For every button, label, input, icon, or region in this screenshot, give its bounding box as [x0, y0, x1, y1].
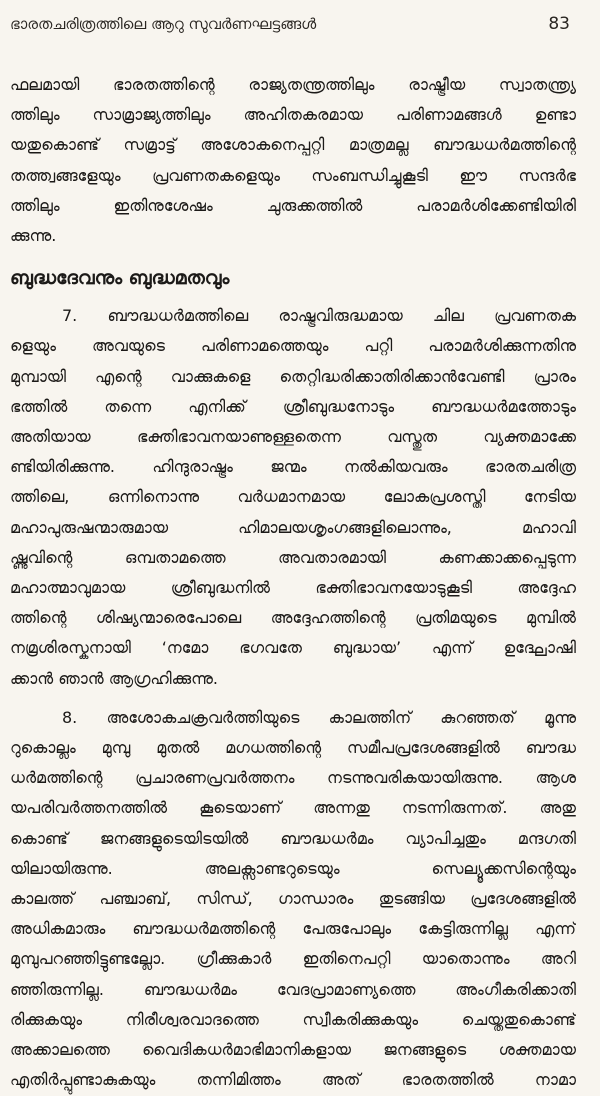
text-line: യപരിവർത്തനത്തിൽ കൂടെയാണ് അന്നതു നടന്നിരുന്നത്. അതു: [10, 798, 576, 818]
text-line: യതുകൊണ്ട് സമ്രാട്ട് അശോകനെപ്പറ്റി മാത്രമല്ല ബൗദ്ധധർമത്തിന്റെ: [10, 135, 576, 155]
text-line: 8. അശോകചക്രവർത്തിയുടെ കാലത്തിന് കുറഞ്ഞത് മൂന്നു: [62, 707, 576, 727]
text-line: ത്തിന്റെ ശിഷ്യന്മാരെപോലെ അദ്ദേഹത്തിന്റെ പ്രതിമയുടെ മുമ്പിൽ: [10, 608, 576, 628]
text-line: മുമ്പായി എന്റെ വാക്കുകളെ തെറ്റിദ്ധരിക്കാതിരിക്കാൻവേണ്ടി പ്രാരം: [10, 366, 576, 386]
text-line: രിക്കുകയും നിരീശ്വരവാദത്തെ സ്വീകരിക്കുകയും ചെയ്തതുകൊണ്ട്: [10, 1009, 576, 1029]
text-line: ത്തിലെ, ഒന്നിനൊന്നു വർധമാനമായ ലോകപ്രശസ്തി നേടിയ: [10, 487, 576, 507]
text-line: നമ്രശിരസ്കനായി ‘നമോ ഭഗവതേ ബുദ്ധായ’ എന്ന് ഉദ്ഘോഷി: [10, 638, 576, 658]
running-title: ഭാരതചരിത്രത്തിലെ ആറു സുവർണഘട്ടങ്ങൾ: [10, 15, 317, 33]
text-line: ത്തിലും ഇതിനുശേഷം ചുരുക്കത്തിൽ പരാമർശിക്കേണ്ടിയിരി: [10, 195, 576, 215]
text-line: റുകൊല്ലം മുമ്പു മുതൽ മഗധത്തിന്റെ സമീപപ്രദേശങ്ങളിൽ ബൗദ്ധ: [10, 738, 576, 758]
text-line: ഭത്തിൽ തന്നെ എനിക്ക് ശ്രീബുദ്ധനോടും ബൗദ്ധധർമത്തോടും: [10, 396, 576, 416]
text-line: മഹാത്മാവുമായ ശ്രീബുദ്ധനിൽ ഭക്തിഭാവനയോടുകൂടി അദ്ദേഹ: [10, 578, 576, 598]
text-line: അക്കാലത്തെ വൈദികധർമാഭിമാനികളായ ജനങ്ങളുടെ ശക്തമായ: [10, 1040, 576, 1060]
text-line: ധർമത്തിന്റെ പ്രചാരണപ്രവർത്തനം നടന്നുവരികയായിരുന്നു. ആശ: [10, 768, 576, 788]
page-number: 83: [548, 14, 570, 34]
text-line: കൊണ്ട് ജനങ്ങളുടെയിടയിൽ ബൗദ്ധധർമം വ്യാപിച്ചതും മന്ദഗതി: [10, 828, 576, 848]
running-header: [10, 14, 576, 46]
text-line: ഫലമായി ഭാരതത്തിന്റെ രാജ്യതന്ത്രത്തിലും രാഷ്ട്രീയ സ്വാതന്ത്ര്യ: [10, 75, 576, 94]
text-line: ഞ്ഞിരുന്നില്ല. ബൗദ്ധധർമം വേദപ്രാമാണ്യത്തെ അംഗീകരിക്കാതി: [10, 979, 576, 999]
text-line: മുമ്പുപറഞ്ഞിട്ടുണ്ടല്ലോ. ഗ്രീക്കുകാർ ഇതിനെപറ്റി യാതൊന്നും അറി: [10, 949, 576, 969]
text-line: അധികമാരും ബൗദ്ധധർമത്തിന്റെ പേരുപോലും കേട്ടിരുന്നില്ല എന്ന്: [10, 919, 576, 939]
text-line: തത്ത്വങ്ങളേയും പ്രവണതകളെയും സംബന്ധിച്ചുകൂടി ഈ സന്ദർഭ: [10, 165, 576, 185]
paragraph-continuation: [10, 70, 576, 251]
text-line: ക്കാൻ ഞാൻ ആഗ്രഹിക്കുന്നു.: [10, 668, 218, 688]
paragraph-8: [10, 703, 576, 1096]
text-line: കാലത്ത് പഞ്ചാബ്, സിന്ധ്, ഗാന്ധാരം തുടങ്ങിയ പ്രദേശങ്ങളിൽ: [10, 889, 576, 909]
text-line: ളെയും അവയുടെ പരിണാമത്തെയും പറ്റി പരാമർശിക്കുന്നതിനു: [10, 336, 576, 356]
text-line: ണ്ടിയിരിക്കുന്നു. ഹിന്ദുരാഷ്ട്രം ജന്മം നൽകിയവരും ഭാരതചരിത്ര: [10, 457, 576, 477]
text-line: എതിർപ്പുണ്ടാകുകയും തന്നിമിത്തം അത് ഭാരതത്തിൽ നാമാ: [10, 1070, 576, 1090]
text-line: അതിയായ ഭക്തിഭാവനയാണുള്ളതെന്ന വസ്തുത വ്യക്തമാക്കേ: [10, 427, 576, 447]
page-content: [10, 70, 576, 1096]
section-heading: ബുദ്ധദേവനും ബുദ്ധമതവും: [10, 267, 230, 290]
text-line: 7. ബൗദ്ധധർമത്തിലെ രാഷ്ട്രവിരുദ്ധമായ ചില പ്രവണതക: [62, 306, 576, 326]
text-line: ഷ്ണുവിന്റെ ഒമ്പതാമത്തെ അവതാരമായി കണക്കാക്കപ്പെടുന്ന: [10, 547, 576, 567]
text-line: യിലായിരുന്നു. അലക്സാണ്ടറുടെയും സെല്യൂക്കസിന്റെയും: [10, 858, 576, 878]
text-line: ക്കുന്നു.: [10, 226, 57, 246]
paragraph-7: [10, 301, 576, 694]
text-line: ത്തിലും സാമ്രാജ്യത്തിലും അഹിതകരമായ പരിണാമങ്ങൾ ഉണ്ടാ: [10, 105, 576, 125]
text-line: മഹാപുരുഷന്മാരുമായ ഹിമാലയശൃംഗങ്ങളിലൊന്നും, മഹാവി: [10, 517, 576, 537]
